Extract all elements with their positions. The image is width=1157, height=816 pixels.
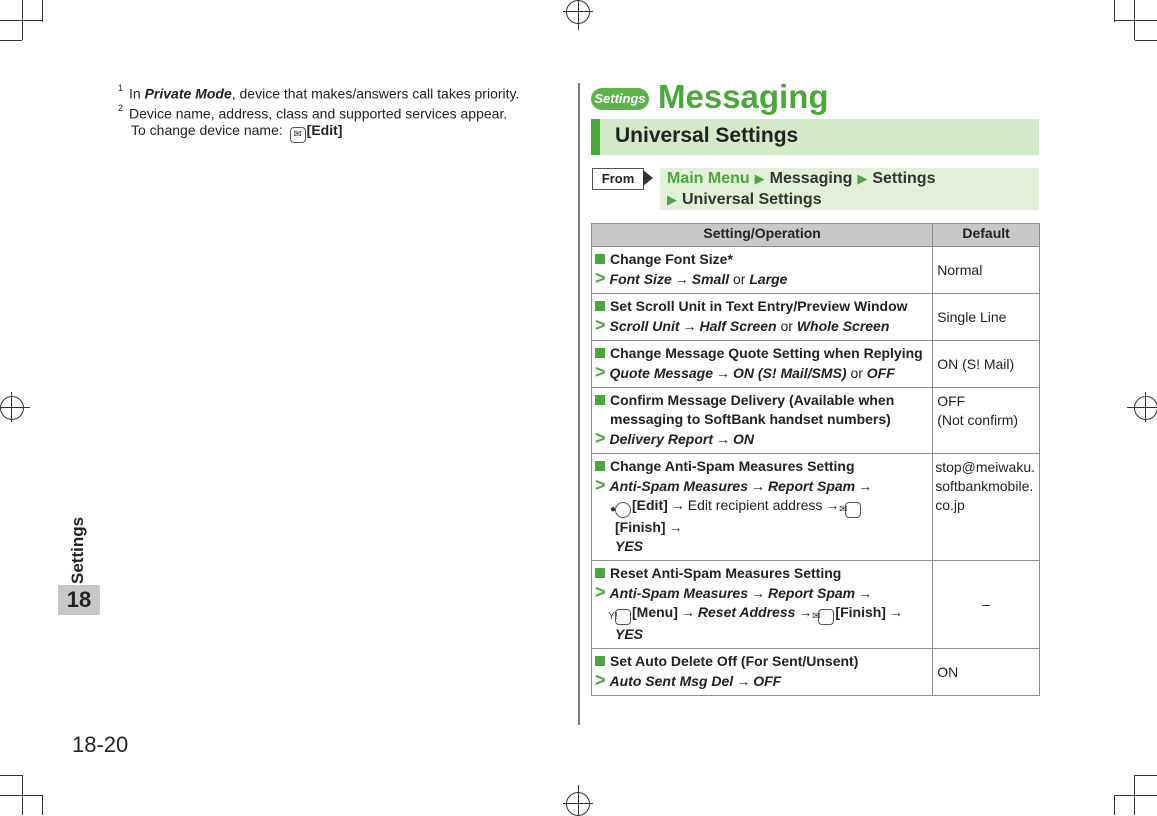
- operation-cell: [592, 454, 933, 561]
- table-row: [592, 561, 1040, 649]
- arrow: →: [716, 365, 730, 381]
- registration-mark: [566, 792, 590, 816]
- crop-mark: [0, 20, 42, 21]
- arrow: →: [798, 604, 813, 620]
- softkey-label: [Finish]: [835, 604, 886, 620]
- setting-title-text: Reset Anti-Spam Measures Setting: [610, 565, 842, 581]
- arrow: →: [716, 431, 730, 447]
- mail-key-icon: ✉: [845, 502, 861, 518]
- caret-right-icon: >: [595, 670, 606, 690]
- column-header: Setting/Operation: [592, 224, 933, 247]
- step: Small: [691, 271, 730, 287]
- operation-cell: [592, 247, 933, 294]
- footnote-emphasis: Private Mode: [144, 85, 232, 102]
- crop-mark: [42, 0, 43, 22]
- chapter-label: Settings: [68, 516, 87, 585]
- crop-mark: [1114, 0, 1115, 22]
- crop-mark: [1114, 20, 1157, 21]
- operation-cell: [592, 649, 933, 696]
- settings-badge: Settings: [591, 88, 649, 110]
- setting-title: [595, 457, 928, 476]
- step: Report Spam: [768, 585, 856, 601]
- footnote-text: To change device name:: [131, 122, 287, 138]
- mail-key-icon: ✉: [290, 127, 306, 143]
- path-item: Main Menu: [667, 170, 750, 187]
- step: Scroll Unit: [609, 318, 680, 334]
- arrow: →: [751, 478, 765, 494]
- default-value: stop@meiwaku.: [935, 459, 1035, 475]
- step: ON (S! Mail/SMS): [733, 365, 847, 381]
- crop-mark: [0, 795, 42, 796]
- step: Delivery Report: [609, 431, 713, 447]
- default-value: (Not confirm): [937, 412, 1019, 428]
- footnote-2: [118, 101, 507, 123]
- arrow: →: [825, 497, 840, 513]
- setting-title-text: Change Message Quote Setting when Replying: [610, 345, 923, 361]
- softkey-label: [Edit]: [632, 497, 668, 513]
- column-header: Default: [933, 224, 1040, 247]
- step: ON: [733, 431, 754, 447]
- footnote-text: , device that makes/answers call takes priority.: [231, 85, 520, 102]
- from-label: From: [592, 168, 644, 190]
- square-bullet-icon: [595, 395, 605, 405]
- softkey-label: [Edit]: [306, 122, 343, 138]
- setting-title: [595, 652, 928, 671]
- triangle-right-icon: ▶: [667, 192, 677, 207]
- registration-mark: [566, 0, 590, 24]
- square-bullet-icon: [595, 461, 605, 471]
- default-cell: –: [933, 561, 1040, 649]
- page-title: Messaging: [658, 78, 829, 115]
- footnote-text: Device name, address, class and supported services appear.: [129, 105, 508, 122]
- operation-steps: [595, 363, 928, 383]
- footnote-mark: 1: [118, 83, 124, 93]
- crop-mark: [1135, 40, 1157, 41]
- yahoo-key-icon: Y!: [615, 609, 631, 625]
- arrow: →: [888, 604, 903, 620]
- step: YES: [615, 626, 644, 642]
- setting-title: [595, 297, 928, 316]
- table-row: [592, 388, 1040, 454]
- menu-path: [660, 168, 1039, 210]
- mail-key-icon: ✉: [818, 609, 834, 625]
- operation-cell: [592, 341, 933, 388]
- caret-right-icon: >: [595, 428, 606, 448]
- default-cell: Single Line: [933, 294, 1040, 341]
- operation-steps: [595, 671, 928, 691]
- step: or: [850, 365, 863, 381]
- setting-title-text: Set Scroll Unit in Text Entry/Preview Window: [610, 298, 908, 314]
- operation-cell: [592, 561, 933, 649]
- section-header: [591, 119, 1039, 155]
- arrow: →: [682, 318, 697, 334]
- default-cell: ON (S! Mail): [933, 341, 1040, 388]
- arrow: →: [674, 271, 689, 287]
- setting-title: [595, 564, 928, 583]
- step: Font Size: [609, 271, 672, 287]
- table-row: [592, 341, 1040, 388]
- operation-steps: [595, 269, 928, 289]
- operation-steps: [595, 476, 928, 556]
- footnote-2-line-2: [131, 121, 342, 143]
- caret-right-icon: >: [595, 475, 606, 495]
- square-bullet-icon: [595, 301, 605, 311]
- column-divider: [578, 83, 580, 725]
- table-row: [592, 649, 1040, 696]
- step: or: [780, 318, 793, 334]
- table-row: [592, 294, 1040, 341]
- default-value: OFF: [937, 393, 966, 409]
- center-key-icon: ●: [615, 502, 631, 518]
- arrow: →: [670, 497, 685, 513]
- arrow-right-icon: [643, 170, 653, 186]
- setting-title-text: Set Auto Delete Off (For Sent/Unsent): [610, 653, 859, 669]
- softkey-label: [Finish]: [615, 519, 666, 535]
- step: Whole Screen: [796, 318, 890, 334]
- default-cell: [933, 454, 1040, 561]
- arrow: →: [858, 585, 873, 601]
- setting-title-text: Change Anti-Spam Measures Setting: [610, 458, 855, 474]
- step: Anti-Spam Measures: [609, 585, 748, 601]
- registration-mark: [1134, 396, 1157, 420]
- arrow: →: [736, 673, 751, 689]
- caret-right-icon: >: [595, 362, 606, 382]
- table-row: [592, 454, 1040, 561]
- triangle-right-icon: ▶: [754, 171, 765, 186]
- step: Anti-Spam Measures: [609, 478, 748, 494]
- default-value: softbankmobile.: [935, 478, 1034, 494]
- caret-right-icon: >: [595, 315, 606, 335]
- step: Quote Message: [609, 365, 713, 381]
- settings-table: [591, 223, 1040, 696]
- default-value: co.jp: [935, 497, 965, 513]
- crop-mark: [1135, 775, 1157, 776]
- step: Half Screen: [699, 318, 777, 334]
- footnote-text: In: [129, 85, 145, 102]
- square-bullet-icon: [595, 656, 605, 666]
- step: Edit recipient address: [687, 497, 823, 513]
- step: Reset Address: [697, 604, 796, 620]
- setting-title-text: Change Font Size*: [610, 251, 733, 267]
- setting-title: [595, 344, 928, 363]
- path-item: Settings: [872, 170, 936, 187]
- default-cell: [933, 388, 1040, 454]
- footnote-1: [118, 81, 519, 103]
- crop-mark: [1114, 795, 1157, 796]
- softkey-label: [Menu]: [632, 604, 678, 620]
- operation-cell: [592, 388, 933, 454]
- path-item: Universal Settings: [682, 191, 822, 208]
- step: Large: [749, 271, 788, 287]
- default-cell: Normal: [933, 247, 1040, 294]
- chapter-number: 18: [58, 585, 100, 615]
- operation-cell: [592, 294, 933, 341]
- step: Auto Sent Msg Del: [609, 673, 734, 689]
- crop-mark: [0, 40, 22, 41]
- crop-mark: [42, 795, 43, 815]
- setting-title: [595, 250, 928, 269]
- arrow: →: [680, 604, 695, 620]
- table-header-row: [592, 224, 1040, 247]
- default-cell: ON: [933, 649, 1040, 696]
- operation-steps: [595, 583, 928, 644]
- page-number: 18-20: [72, 732, 129, 757]
- setting-title: [595, 391, 928, 429]
- square-bullet-icon: [595, 568, 605, 578]
- footnote-mark: 2: [118, 103, 124, 113]
- operation-steps: [595, 316, 928, 336]
- triangle-right-icon: ▶: [857, 171, 868, 186]
- table-row: [592, 247, 1040, 294]
- step: OFF: [866, 365, 895, 381]
- setting-title-text: Confirm Message Delivery (Available when messaging to SoftBank handset numbers): [610, 392, 895, 427]
- caret-right-icon: >: [595, 268, 606, 288]
- operation-steps: [595, 429, 928, 449]
- step: OFF: [753, 673, 782, 689]
- path-item: Messaging: [769, 170, 853, 187]
- arrow: →: [751, 585, 765, 601]
- registration-mark: [0, 396, 24, 420]
- arrow: →: [668, 519, 683, 535]
- step: YES: [615, 538, 644, 554]
- arrow: →: [858, 478, 873, 494]
- square-bullet-icon: [595, 254, 605, 264]
- step: Report Spam: [768, 478, 856, 494]
- square-bullet-icon: [595, 348, 605, 358]
- section-title: Universal Settings: [615, 124, 799, 147]
- caret-right-icon: >: [595, 582, 606, 602]
- crop-mark: [0, 775, 22, 776]
- crop-mark: [1114, 795, 1115, 815]
- step: or: [733, 271, 746, 287]
